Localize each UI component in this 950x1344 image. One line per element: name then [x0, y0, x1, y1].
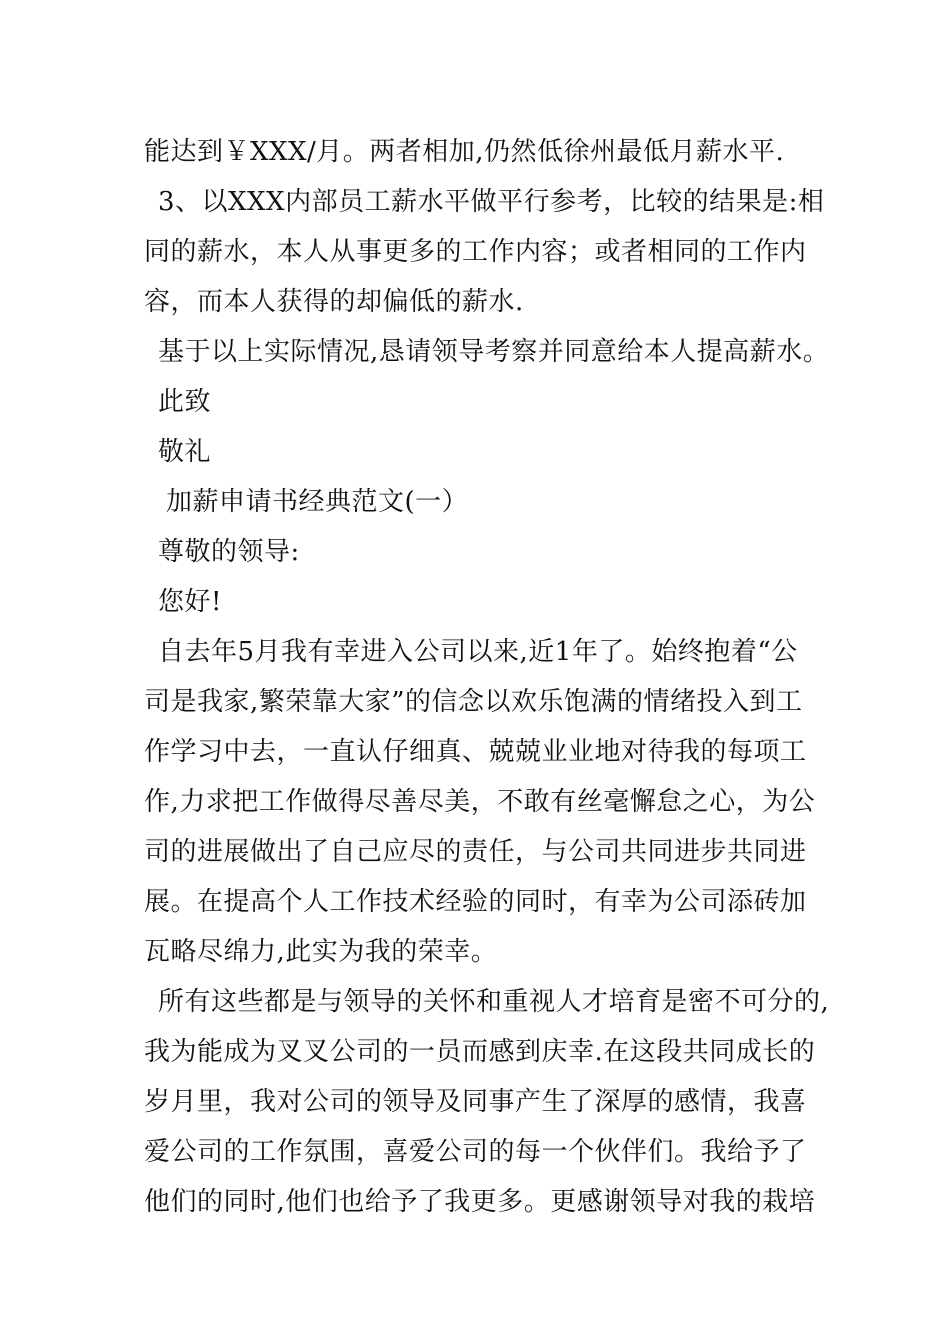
text-line: 他们的同时,他们也给予了我更多。更感谢领导对我的栽培	[144, 1187, 816, 1217]
text-line: 司是我家,繁荣靠大家”的信念以欢乐饱满的情绪投入到工	[144, 687, 803, 717]
document-body	[144, 127, 830, 1227]
text-line: 容，而本人获得的却偏低的薪水.	[144, 287, 524, 317]
greeting: 您好!	[158, 587, 222, 617]
text-line: 展。在提高个人工作技术经验的同时，有幸为公司添砖加	[144, 887, 807, 917]
closing-salutation: 此致	[158, 387, 212, 417]
paragraph-start: 基于以上实际情况,恳请领导考察并同意给本人提高薪水。	[158, 337, 830, 367]
text-line: 瓦略尽绵力,此实为我的荣幸。	[144, 937, 498, 967]
text-line: 能达到￥XXX/月。两者相加,仍然低徐州最低月薪水平.	[144, 137, 785, 167]
text-line: 岁月里，我对公司的领导及同事产生了深厚的感情，我喜	[144, 1087, 807, 1117]
closing-regards: 敬礼	[158, 437, 212, 467]
text-line: 司的进展做出了自己应尽的责任，与公司共同进步共同进	[144, 837, 807, 867]
text-line: 我为能成为叉叉公司的一员而感到庆幸.在这段共同成长的	[144, 1037, 816, 1067]
text-line: 同的薪水，本人从事更多的工作内容；或者相同的工作内	[144, 237, 807, 267]
text-line: 作学习中去，一直认仔细真、兢兢业业地对待我的每项工	[144, 737, 807, 767]
text-line: 爱公司的工作氛围，喜爱公司的每一个伙伴们。我给予了	[144, 1137, 807, 1167]
greeting-recipient: 尊敬的领导:	[158, 537, 300, 567]
paragraph-start: 自去年5月我有幸进入公司以来,近1年了。始终抱着“公	[158, 637, 798, 667]
text-line: 3、以XXX内部员工薪水平做平行参考，比较的结果是:相	[158, 187, 825, 217]
paragraph-start: 所有这些都是与领导的关怀和重视人才培育是密不可分的,	[158, 987, 830, 1017]
section-title: 加薪申请书经典范文(一）	[166, 487, 469, 517]
text-line: 作,力求把工作做得尽善尽美，不敢有丝毫懈怠之心，为公	[144, 787, 816, 817]
